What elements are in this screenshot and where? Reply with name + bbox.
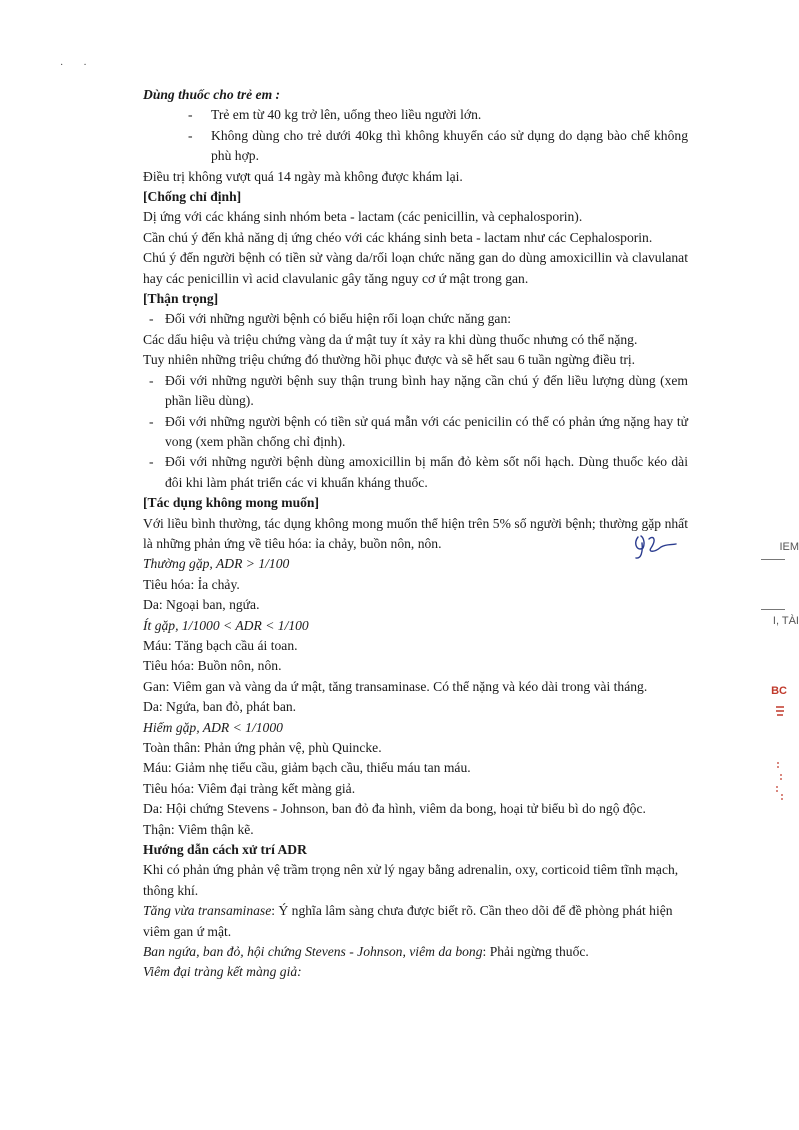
margin-stamp-label: I, TÀI <box>772 615 799 627</box>
adr-management-item <box>143 942 688 962</box>
list-item: - Đối với những người bệnh có tiền sử quá mẫn với các penicilin có thể có phản ứng nặng hay tử vong (xem phần chống chỉ định). <box>143 412 688 453</box>
margin-stamp-line <box>761 609 785 610</box>
precautions-list-1 <box>143 309 688 329</box>
document-content <box>143 85 688 983</box>
adverse-item: Máu: Tăng bạch cầu ái toan. <box>143 637 298 653</box>
contraindications-heading: [Chống chỉ định] <box>143 189 242 205</box>
adr-management-text: Khi có phản ứng phản vệ trầm trọng nên xử lý ngay bằng adrenalin, oxy, corticoid tiêm tĩnh mạch, thông khí. <box>143 862 679 898</box>
adverse-item: Thận: Viêm thận kẽ. <box>143 821 254 837</box>
adr-text: : Ý nghĩa lâm sàng chưa được biết rõ. Cần theo dõi để đề phòng phát hiện viêm gan ứ mật. <box>143 903 673 939</box>
adverse-item: Gan: Viêm gan và vàng da ứ mật, tăng transaminase. Có thể nặng và kéo dài trong vài tháng. <box>143 678 648 694</box>
red-stamp-mark <box>775 760 785 804</box>
adr-management-item: Viêm đại tràng kết màng giả: <box>143 964 302 980</box>
list-item: - Trẻ em từ 40 kg trở lên, uống theo liều người lớn. <box>143 105 688 125</box>
adr-label: Ban ngứa, ban đỏ, hội chứng Stevens - Johnson, viêm da bong <box>143 944 483 960</box>
adverse-intro: Với liều bình thường, tác dụng không mong muốn thể hiện trên 5% số người bệnh; thường gặp nhất là những phản ứng về tiêu hóa: ỉa chảy, buồn nôn, nôn. <box>143 515 688 551</box>
precautions-list-2 <box>143 371 688 493</box>
adr-text: : Phải ngừng thuốc. <box>482 944 589 960</box>
contraindication-text: Dị ứng với các kháng sinh nhóm beta - lactam (các penicillin, và cephalosporin). <box>143 209 583 225</box>
adverse-effects-heading: [Tác dụng không mong muốn] <box>143 495 320 511</box>
uncommon-heading: Ít gặp, 1/1000 < ADR < 1/100 <box>143 617 309 633</box>
margin-stamp-label: BC <box>771 685 787 697</box>
list-item: - Không dùng cho trẻ dưới 40kg thì không khuyến cáo sử dụng do dạng bào chế không phù hợp. <box>143 126 688 167</box>
list-item: - Đối với những người bệnh có biểu hiện rối loạn chức năng gan: <box>143 309 688 329</box>
common-heading: Thường gặp, ADR > 1/100 <box>143 556 290 572</box>
scan-marks: · · <box>60 60 87 71</box>
dosage-children-heading: Dùng thuốc cho trẻ em : <box>143 87 281 102</box>
precaution-text: Tuy nhiên những triệu chứng đó thường hồi phục được và sẽ hết sau 6 tuần ngừng điều trị. <box>143 352 636 368</box>
dosage-children-list <box>143 105 688 166</box>
margin-stamp-label: IEM <box>779 541 799 553</box>
adverse-item: Máu: Giảm nhẹ tiểu cầu, giảm bạch cầu, thiếu máu tan máu. <box>143 760 471 776</box>
red-stamp-mark <box>775 705 785 719</box>
contraindication-text: Chú ý đến người bệnh có tiền sử vàng da/rối loạn chức năng gan do dùng amoxicillin và clavulanat hay các penicillin vì acid clavulanic gây tăng nguy cơ ứ mật trong gan. <box>143 250 688 286</box>
adverse-item: Da: Hội chứng Stevens - Johnson, ban đỏ đa hình, viêm da bong, hoại tử biểu bì do ngộ độc. <box>143 801 646 817</box>
adr-label: Tăng vừa transaminase <box>143 903 272 919</box>
handwritten-signature <box>630 527 680 566</box>
adverse-item: Da: Ngoại ban, ngứa. <box>143 597 260 613</box>
adverse-item: Toàn thân: Phản ứng phản vệ, phù Quincke. <box>143 740 382 755</box>
adverse-item: Da: Ngứa, ban đỏ, phát ban. <box>143 699 297 715</box>
adr-management-heading: Hướng dẫn cách xử trí ADR <box>143 842 307 858</box>
contraindication-text: Cần chú ý đến khả năng dị ứng chéo với các kháng sinh beta - lactam như các Cephalosporin. <box>143 229 653 245</box>
margin-stamp-line <box>761 559 785 560</box>
rare-heading: Hiếm gặp, ADR < 1/1000 <box>143 719 283 735</box>
adverse-item: Tiêu hóa: Buồn nôn, nôn. <box>143 658 282 674</box>
precautions-heading: [Thận trọng] <box>143 291 219 307</box>
adverse-item: Tiêu hóa: Ỉa chảy. <box>143 576 240 592</box>
precaution-text: Các dấu hiệu và triệu chứng vàng da ứ mật tuy ít xảy ra khi dùng thuốc nhưng có thể nặng. <box>143 331 638 347</box>
list-item: - Đối với những người bệnh dùng amoxicillin bị mẩn đỏ kèm sốt nổi hạch. Dùng thuốc kéo dài đôi khi làm phát triển các vi khuẩn kháng thuốc. <box>143 452 688 493</box>
adr-management-item <box>143 901 688 942</box>
treatment-limit-note: Điều trị không vượt quá 14 ngày mà không được khám lại. <box>143 168 463 184</box>
list-item: - Đối với những người bệnh suy thận trung bình hay nặng cần chú ý đến liều lượng dùng (xem phần liều dùng). <box>143 371 688 412</box>
adverse-item: Tiêu hóa: Viêm đại tràng kết màng giả. <box>143 780 356 796</box>
